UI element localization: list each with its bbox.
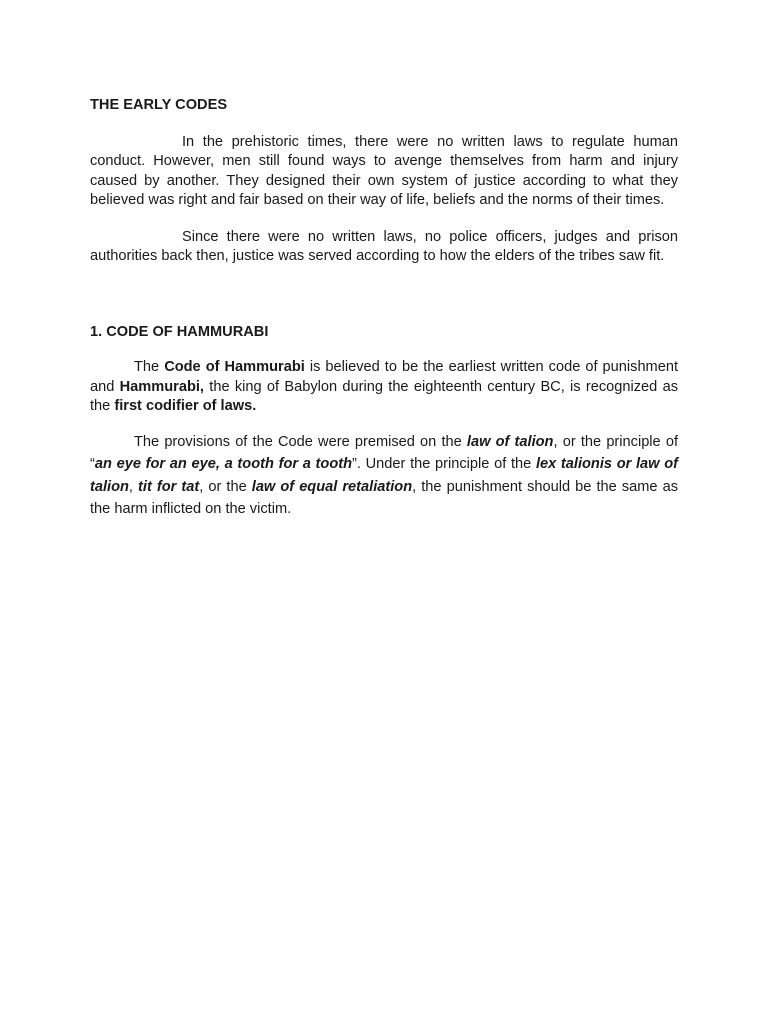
text-run: is believed to be the earliest written code of punishment and [90, 359, 679, 395]
emphasis-lex-talionis: lex talionis or law of talion [90, 456, 678, 495]
emphasis-tit-for-tat: tit for tat [138, 478, 200, 495]
bold-first-codifier: first codifier of laws. [114, 398, 257, 414]
emphasis-eye-for-an-eye: an eye for an eye, a tooth for a tooth [94, 456, 353, 472]
text-run: The provisions of the Code were premised on the [134, 433, 467, 450]
paragraph-code-of-hammurabi [90, 358, 678, 417]
document-body [90, 96, 678, 521]
paragraph-law-of-talion [90, 431, 678, 521]
emphasis-equal-retaliation: law of equal retaliation [251, 478, 413, 495]
text-run: , or the principle of “ [90, 433, 679, 472]
paragraph-no-written-laws: Since there were no written laws, no police officers, judges and prison authorities back then, justice was served according to how the elders of the tribes saw fit. [90, 228, 678, 264]
text-run: the king of Babylon during the eighteenth century BC, is recognized as the [90, 378, 678, 414]
bold-hammurabi: Hammurabi, [119, 378, 204, 395]
text-run: , [128, 478, 139, 495]
emphasis-law-of-talion: law of talion [466, 433, 554, 450]
text-run: ”. Under the principle of the [352, 456, 536, 472]
text-run: The [134, 359, 165, 375]
section-heading-code-of-hammurabi: 1. CODE OF HAMMURABI [90, 323, 269, 340]
section-heading-early-codes: THE EARLY CODES [90, 97, 228, 113]
bold-code-of-hammurabi: Code of Hammurabi [164, 359, 305, 375]
text-run: , the punishment should be the same as the harm inflicted on the victim. [90, 478, 678, 517]
paragraph-prehistoric-times: In the prehistoric times, there were no written laws to regulate human conduct. However, men still found ways to avenge themselves from harm and injury caused by another. They designed their own system of justice according to what they believed was right and fair based on their way of life, beliefs and the norms of their times. [90, 133, 678, 208]
text-run: , or the [199, 478, 252, 495]
